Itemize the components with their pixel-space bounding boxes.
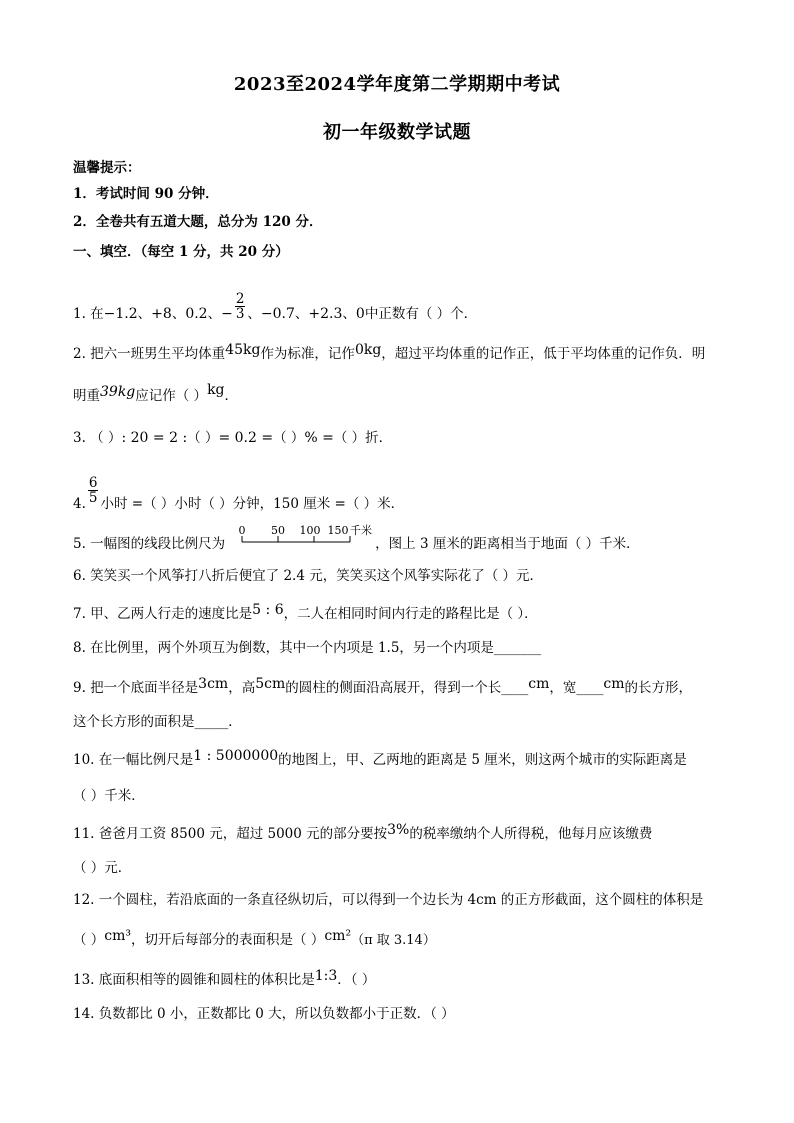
question-1: 1. 在−1.2、+8、0.2、− $\frac{2}{3}$ 、−0.7、+2.3、0中正数有（ ）个． — [73, 291, 478, 322]
question-11-line-2: （ ）元． — [73, 860, 132, 876]
question-3: 3. （ ）: 20 = 2 :（ ）= 0.2 =（ ）% =（ ）折． — [73, 430, 393, 446]
question-8: 8. 在比例里，两个外项互为倒数，其中一个内项是 1.5，另一个内项是_______ — [73, 640, 542, 656]
tip-item-time: 1．考试时间 90 分钟． — [73, 186, 219, 202]
question-13: 13. 底面积相等的圆锥和圆柱的体积比是1:3．（ ） — [73, 968, 376, 988]
scale-tick-150: 150 — [327, 524, 349, 537]
question-9-line-2: 这个长方形的面积是_____． — [73, 714, 242, 730]
question-10-line-1: 10. 在一幅比例尺是1 : 5000000的地图上，甲、乙两地的距离是 5 厘米，则这两个城市的实际距离是 — [73, 748, 687, 768]
scale-tick-50: 50 — [271, 524, 285, 537]
scale-tick-100: 100 — [299, 524, 321, 537]
fraction-two-thirds: $\frac{2}{3}$ — [235, 291, 245, 322]
question-5: 5. 一幅图的线段比例尺为 ，图上 3 厘米的距离相当于地面（ ）千米． — [73, 536, 640, 552]
exam-subtitle: 初一年级数学试题 — [323, 122, 471, 143]
scale-tick-0: 0 — [238, 524, 246, 537]
question-2-line-2: 明重39kg应记作（ ）kg． — [73, 382, 239, 404]
line-scale-bar — [238, 522, 388, 552]
question-14: 14. 负数都比 0 小，正数都比 0 大，所以负数都小于正数．（ ） — [73, 1006, 455, 1022]
question-2-line-1: 2. 把六一班男生平均体重45kg作为标准，记作0kg，超过平均体重的记作正，低于平均体重的记作负．明 — [73, 342, 706, 362]
scale-unit: 千米 — [350, 524, 372, 537]
tip-item-total: 2．全卷共有五道大题，总分为 120 分． — [73, 214, 323, 230]
fraction-six-fifths: $\frac{6}{5}$ — [88, 475, 98, 506]
tips-heading: 温馨提示： — [73, 160, 141, 176]
question-6: 6. 笑笑买一个风筝打八折后便宜了 2.4 元，笑笑买这个风筝实际花了（ ）元． — [73, 568, 544, 584]
question-9-line-1: 9. 把一个底面半径是3cm，高5cm的圆柱的侧面沿高展开，得到一个长____cm，宽____cm的长方形， — [73, 676, 692, 696]
section1-heading: 一、填空．（每空 1 分，共 20 分） — [73, 244, 289, 260]
question-12-line-2: （ ）cm³，切开后每部分的表面积是（ ）cm²（π 取 3.14） — [73, 928, 436, 948]
question-10-line-2: （ ）千米． — [73, 788, 145, 804]
exam-title: 2023至2024学年度第二学期期中考试 — [233, 74, 561, 95]
question-4: 4. $\frac{6}{5}$ 小时 =（ ）小时（ ）分钟，150 厘米 =（ ）米． — [73, 475, 405, 512]
question-7: 7. 甲、乙两人行走的速度比是5 : 6，二人在相同时间内行走的路程比是（ ）． — [73, 602, 538, 622]
question-12-line-1: 12. 一个圆柱，若沿底面的一条直径纵切后，可以得到一个边长为 4cm 的正方形截面，这个圆柱的体积是 — [73, 892, 704, 908]
question-11-line-1: 11. 爸爸月工资 8500 元，超过 5000 元的部分要按3%的税率缴纳个人所得税，他每月应该缴费 — [73, 822, 653, 842]
